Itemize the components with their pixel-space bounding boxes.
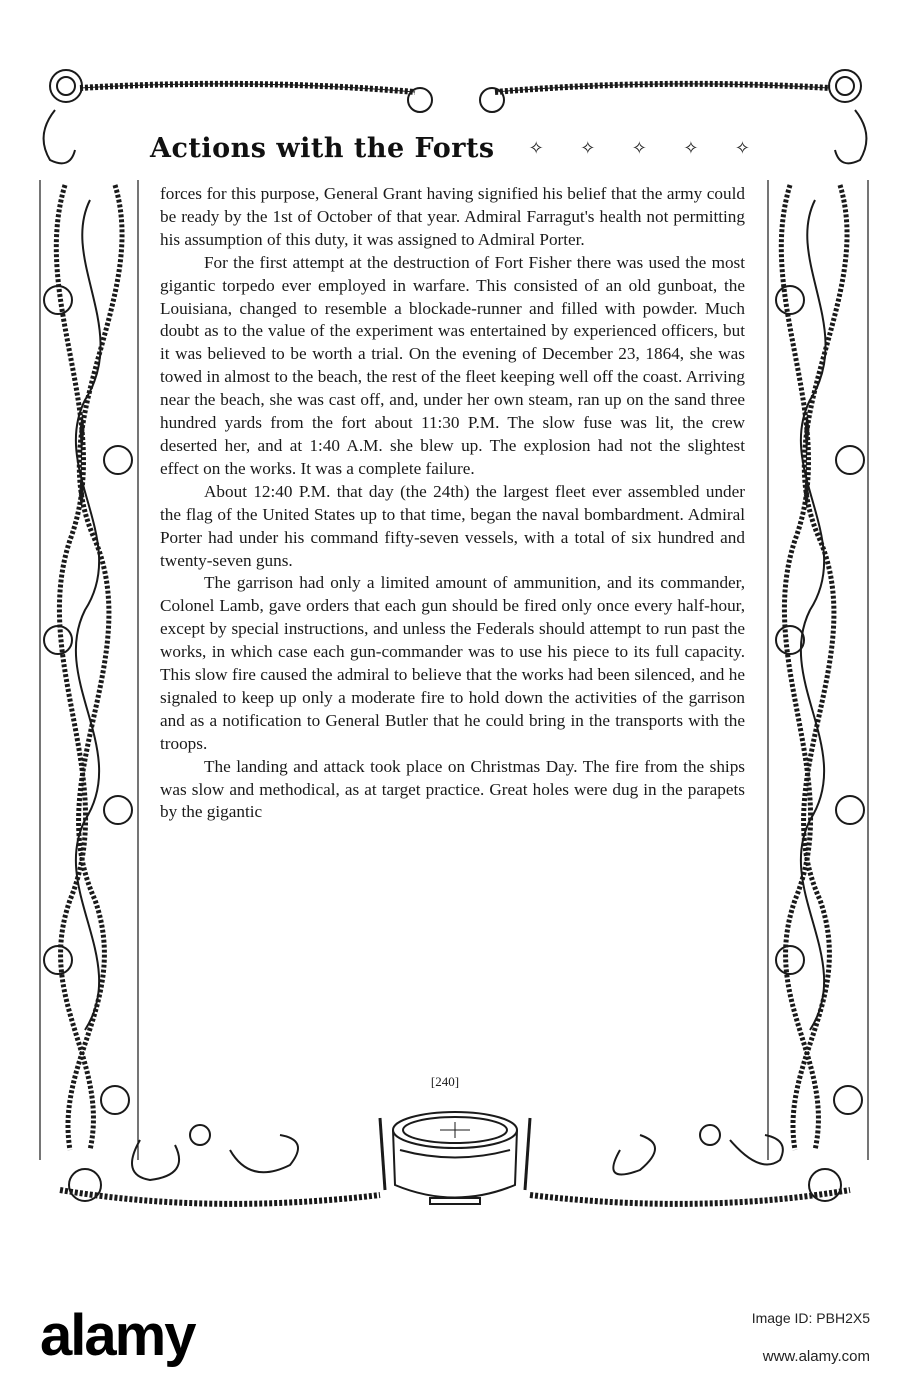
paragraph: The landing and attack took place on Christmas Day. The fire from the ships was slow and methodical, as at target practice. Great holes were dug in the parapets by the gigantic — [160, 756, 745, 822]
site-url[interactable]: www.alamy.com — [762, 1348, 870, 1365]
paragraph: forces for this purpose, General Grant having signified his belief that the army could be ready by the 1st of October of that year. Admiral Farragut's health not permitting his assumption of this duty, it was assigned to Admiral Porter. — [160, 184, 745, 249]
paragraph: The garrison had only a limited amount of ammunition, and its commander, Colonel Lamb, gave orders that each gun should be fired only once every half-hour, except by special instructions, and unless the Federals should attempt to run past the works, in which case each gun-commander was to use his piece to its full capacity. This slow fire caused the admiral to believe that the works had been silenced, and he signaled to keep up only a moderate fire to hold down the activities of the garrison and as a notification to General Butler that he could bring in the transports with the troops. — [160, 573, 745, 753]
image-meta — [752, 1310, 870, 1365]
body-text — [160, 183, 745, 824]
header — [150, 128, 750, 168]
paragraph: About 12:40 P.M. that day (the 24th) the largest fleet ever assembled under the flag of the United States up to that time, began the naval bombardment. Admiral Porter had under his command fifty-seven vessels, with a total of six hundred and twenty-seven guns. — [160, 481, 745, 570]
ornament-icon: ✧ — [631, 137, 647, 158]
brand-logo — [40, 1302, 280, 1368]
ornament-icon: ✧ — [683, 137, 699, 158]
ornament-icon: ✧ — [580, 137, 596, 158]
brand-name: alamy — [40, 1302, 195, 1368]
page-number: [240] — [430, 1074, 460, 1089]
paragraph: For the first attempt at the destruction of Fort Fisher there was used the most gigantic torpedo ever employed in warfare. This consisted of an old gunboat, the Louisiana, changed to resemble a blockade-runner and filled with powder. Much doubt as to the value of the experiment was entertained by experienced officers, but it was believed to be worth a trial. On the evening of December 23, 1864, she was towed in almost to the beach, the rest of the fleet keeping well off the coast. Arriving near the beach, she was cast off, and, under her own steam, ran up on the sand three hundred yards from the fort about 11:30 P.M. The slow fuse was lit, the crew deserted her, and at 1:40 A.M. she blew up. The explosion had not the slightest effect on the works. It was a complete failure. — [160, 252, 745, 478]
ornament-icon: ✧ — [734, 137, 750, 158]
page-title: Actions with the Forts — [150, 132, 495, 164]
ornament-icon: ✧ — [528, 137, 544, 158]
title-ornaments — [529, 138, 750, 159]
image-id: Image ID: PBH2X5 — [751, 1310, 870, 1326]
